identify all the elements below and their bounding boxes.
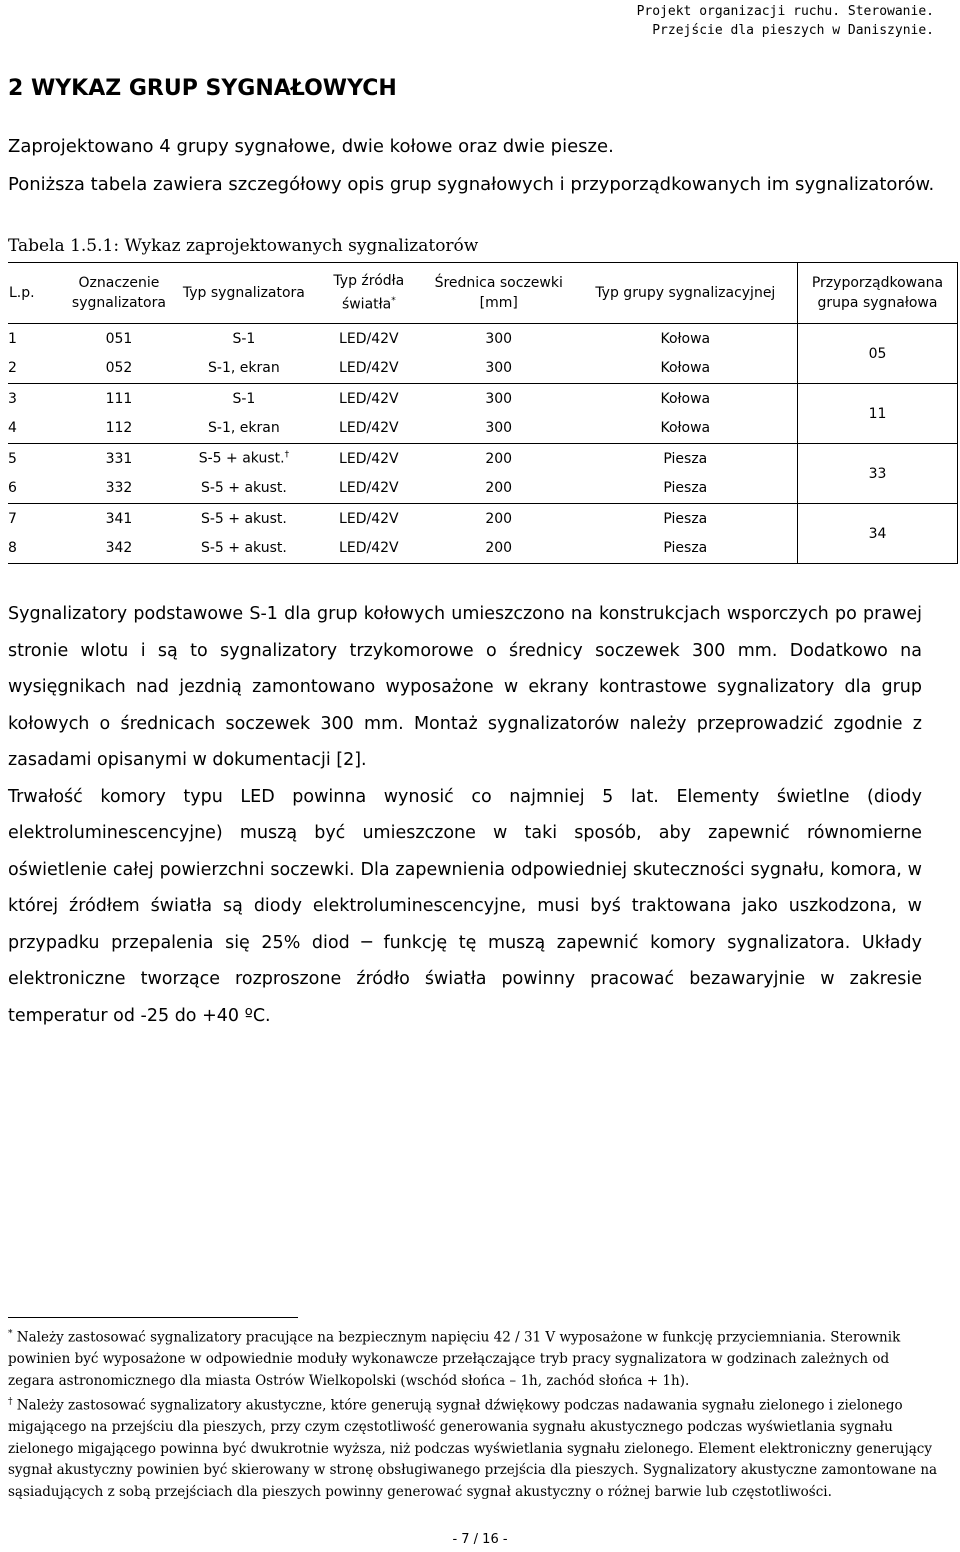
- cell-signal-type: [174, 444, 314, 474]
- footnote: [8, 1324, 938, 1392]
- cell-signal-type: S-5 + akust.: [200, 510, 287, 527]
- cell-light-source: LED/42V: [314, 474, 424, 504]
- cell-lp: 8: [8, 534, 64, 564]
- cell-group-type: Kołowa: [574, 414, 798, 444]
- paragraph: Trwałość komory typu LED powinna wynosić co najmniej 5 lat. Elementy świetlne (diody elektroluminescencyjne) muszą być umieszczone w taki sposób, aby zapewnić równomierne oświetlenie całej powierzchni soczewki. Dla zapewnienia odpowiedniej skuteczności sygnału, komora, w której źródłem światła są diody elektroluminescencyjne, musi byś traktowana jako uszkodzona, w przypadku przepalenia się 25% diod ─ funkcję tę muszą zapewnić komory sygnalizatora. Układy elektroniczne tworzące rozproszone źródło światła powinny pracować bezawaryjnie w zakresie temperatur od -25 do +40 ºC.: [8, 786, 922, 1026]
- header-signal-group: Przyporządkowana grupa sygnałowa: [797, 263, 957, 324]
- cell-light-source: LED/42V: [339, 390, 399, 407]
- cell-group-type: Kołowa: [574, 354, 798, 384]
- cell-light-source: LED/42V: [314, 354, 424, 384]
- section-title: 2 WYKAZ GRUP SYGNAŁOWYCH: [8, 76, 397, 101]
- cell-lp: 4: [8, 414, 64, 444]
- cell-signal-id: 112: [64, 414, 174, 444]
- cell-signal-type: S-1: [232, 390, 256, 407]
- footnote-ref-star: *: [391, 296, 396, 307]
- cell-lens-diameter: 300: [485, 390, 513, 407]
- header-light-source-label: Typ źródła światła: [333, 273, 405, 313]
- cell-group-type: Piesza: [663, 510, 708, 527]
- footnote-text: Należy zastosować sygnalizatory akustyczne, które generują sygnał dźwiękowy podczas nadawania sygnału zielonego i zielonego migającego na przejściu dla pieszych, przy czym częstotliwość generowania sygnału akustycznego podczas wyświetlania sygnału zielonego migającego powinna być dwukrotnie wyższa, niż podczas wyświetlania sygnału zielonego. Element elektroniczny generujący sygnał akustyczny powinien być skierowany w stronę obsługiwanego przejścia dla pieszych. Sygnalizatory akustyczne zamontowane na sąsiadujących z sobą przejściach dla pieszych powinny generować sygnał akustyczny o różnej barwie lub częstotliwości.: [8, 1397, 938, 1500]
- header-lens-diameter: Średnica soczewki [mm]: [424, 263, 574, 324]
- cell-signal-type: S-1: [232, 330, 256, 347]
- cell-lens-diameter: 300: [424, 354, 574, 384]
- table-row: [8, 444, 958, 474]
- cell-light-source: LED/42V: [314, 414, 424, 444]
- footnotes: [8, 1324, 938, 1503]
- header-signal-type: Typ sygnalizatora: [174, 263, 314, 324]
- cell-lp: 1: [8, 330, 17, 347]
- header-signal-id: Oznaczenie sygnalizatora: [64, 263, 174, 324]
- cell-lens-diameter: 300: [424, 414, 574, 444]
- header-group-type: Typ grupy sygnalizacyjnej: [574, 263, 798, 324]
- cell-signal-type: S-5 + akust.: [174, 474, 314, 504]
- cell-group-type: Piesza: [574, 534, 798, 564]
- cell-signal-id: 341: [105, 510, 133, 527]
- cell-lp: 3: [8, 390, 17, 407]
- cell-signal-type: S-5 + akust.: [174, 534, 314, 564]
- header-line-1: Projekt organizacji ruchu. Sterowanie.: [636, 4, 934, 19]
- table-caption: Tabela 1.5.1: Wykaz zaprojektowanych sygnalizatorów: [8, 236, 479, 256]
- cell-signal-group: 05: [797, 324, 957, 384]
- cell-signal-group: 34: [797, 504, 957, 564]
- cell-light-source: LED/42V: [314, 534, 424, 564]
- header-light-source: [314, 263, 424, 324]
- cell-group-type: Piesza: [663, 450, 708, 467]
- page-header: [637, 2, 934, 40]
- body-text: [8, 596, 922, 1034]
- table-row: [8, 504, 958, 534]
- cell-lens-diameter: 200: [424, 474, 574, 504]
- intro-line-2: Poniższa tabela zawiera szczegółowy opis grup sygnałowych i przyporządkowanych im sygnalizatorów.: [8, 174, 935, 195]
- header-lp: L.p.: [8, 263, 64, 324]
- cell-signal-id: 342: [64, 534, 174, 564]
- cell-lens-diameter: 200: [424, 534, 574, 564]
- cell-lens-diameter: 300: [485, 330, 513, 347]
- cell-signal-type-label: S-5 + akust.: [198, 451, 285, 468]
- footnote-text: Należy zastosować sygnalizatory pracujące na bezpiecznym napięciu 42 / 31 V wyposażone w funkcję przyciemniania. Sterownik powinien być wyposażone w odpowiednie moduły wykonawcze przełączające tryb pracy sygnalizatora w godzinach zależnych od zegara astronomicznego dla miasta Ostrów Wielkopolski (wschód słońca – 1h, zachód słońca + 1h).: [8, 1329, 901, 1389]
- cell-lp: 2: [8, 354, 64, 384]
- cell-group-type: Piesza: [574, 474, 798, 504]
- page-number: - 7 / 16 -: [452, 1532, 508, 1547]
- table-header-row: [8, 263, 958, 324]
- header-line-2: Przejście dla pieszych w Daniszynie.: [652, 23, 934, 38]
- paragraph: Sygnalizatory podstawowe S-1 dla grup kołowych umieszczono na konstrukcjach wsporczych po prawej stronie wlotu i są to sygnalizatory trzykomorowe o średnicy soczewek 300 mm. Dodatkowo na wysięgnikach nad jezdnią zamontowano wyposażone w ekrany kontrastowe sygnalizatory dla grup kołowych o średnicach soczewek 300 mm. Montaż sygnalizatorów należy przeprowadzić zgodnie z zasadami opisanymi w dokumentacji [2].: [8, 604, 922, 770]
- cell-lens-diameter: 200: [485, 510, 513, 527]
- footnote-ref-dagger: †: [284, 450, 290, 461]
- footnote-mark: *: [8, 1329, 13, 1339]
- cell-light-source: LED/42V: [339, 450, 399, 467]
- cell-signal-id: 051: [105, 330, 133, 347]
- cell-signal-type: S-1, ekran: [174, 414, 314, 444]
- footnote-separator: [8, 1317, 298, 1318]
- cell-signal-group: 33: [797, 444, 957, 504]
- cell-signal-id: 111: [105, 390, 133, 407]
- cell-signal-group: 11: [797, 384, 957, 444]
- cell-lp: 6: [8, 474, 64, 504]
- signal-table: [8, 262, 958, 564]
- cell-light-source: LED/42V: [339, 510, 399, 527]
- cell-lens-diameter: 200: [485, 450, 513, 467]
- cell-group-type: Kołowa: [660, 390, 711, 407]
- cell-light-source: LED/42V: [339, 330, 399, 347]
- intro-line-1: Zaprojektowano 4 grupy sygnałowe, dwie kołowe oraz dwie piesze.: [8, 136, 614, 157]
- cell-lp: 7: [8, 510, 17, 527]
- table-row: [8, 324, 958, 354]
- footnote-mark: †: [8, 1397, 13, 1407]
- cell-signal-id: 332: [64, 474, 174, 504]
- cell-group-type: Kołowa: [660, 330, 711, 347]
- table-row: [8, 384, 958, 414]
- cell-signal-id: 052: [64, 354, 174, 384]
- cell-signal-type: S-1, ekran: [174, 354, 314, 384]
- cell-signal-id: 331: [105, 450, 133, 467]
- cell-lp: 5: [8, 450, 17, 467]
- footnote: [8, 1392, 938, 1503]
